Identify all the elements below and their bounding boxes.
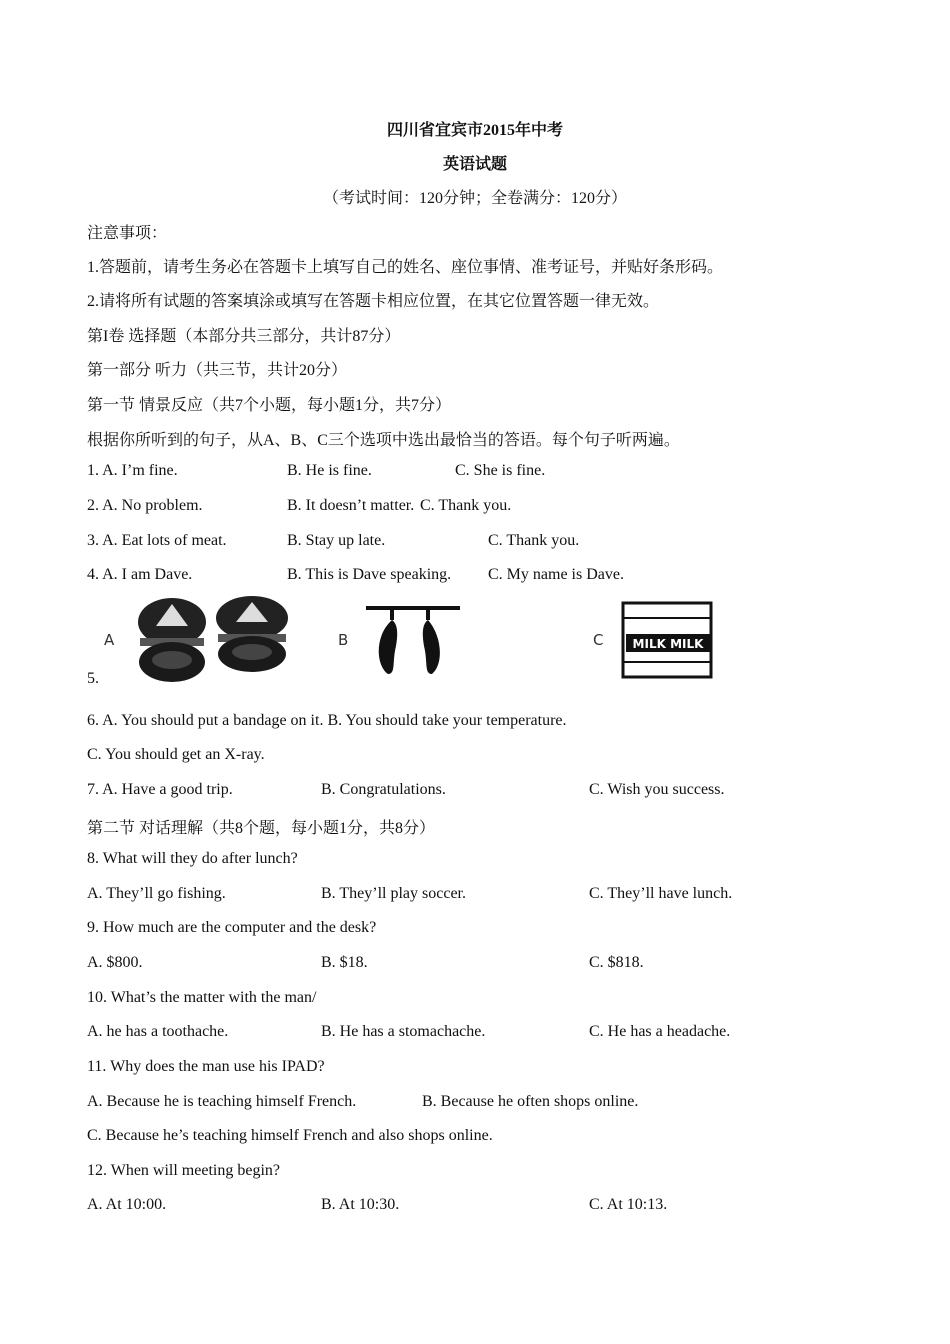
option-c: C. Thank you. xyxy=(488,532,580,549)
question-prompt: 10. What’s the matter with the man/ xyxy=(87,989,317,1006)
option-b: B. He has a stomachache. xyxy=(321,1023,486,1040)
option-c: C. They’ll have lunch. xyxy=(589,885,733,902)
option-c: C. Thank you. xyxy=(420,497,512,514)
option-a: A. Because he is teaching himself French. xyxy=(87,1093,357,1110)
milk-carton-icon xyxy=(620,600,715,682)
section1-instruction: 根据你所听到的句子，从A、B、C三个选项中选出最恰当的答语。每个句子听两遍。 xyxy=(87,432,680,449)
question-row xyxy=(87,781,887,803)
section2-heading: 第二节 对话理解（共8个题，每小题1分，共8分） xyxy=(87,820,436,837)
option-a: 7. A. Have a good trip. xyxy=(87,781,233,798)
part1-heading: 第I卷 选择题（本部分共三部分，共计87分） xyxy=(87,328,401,345)
option-a: 3. A. Eat lots of meat. xyxy=(87,532,227,549)
option-c: C. $818. xyxy=(589,954,644,971)
exam-info: （考试时间：120分钟；全卷满分：120分） xyxy=(322,190,627,207)
question-row xyxy=(87,954,887,976)
option-a: 2. A. No problem. xyxy=(87,497,203,514)
bananas-icon xyxy=(362,602,462,682)
question-prompt: 12. When will meeting begin? xyxy=(87,1162,280,1179)
question-row xyxy=(87,462,887,484)
option-b: B. Because he often shops online. xyxy=(422,1093,639,1110)
question-row xyxy=(87,566,887,588)
question-row xyxy=(87,885,887,907)
option-c: C. She is fine. xyxy=(455,462,546,479)
question-prompt: 11. Why does the man use his IPAD? xyxy=(87,1058,325,1075)
picture-label-c: C xyxy=(593,631,604,649)
question-row xyxy=(87,1093,887,1115)
listening-heading: 第一部分 听力（共三节，共计20分） xyxy=(87,362,348,379)
option-b: B. At 10:30. xyxy=(321,1196,400,1213)
section1-heading: 第一节 情景反应（共7个小题，每小题1分，共7分） xyxy=(87,397,452,414)
note-item: 1.答题前，请考生务必在答题卡上填写自己的姓名、座位事情、准考证号，并贴好条形码。 xyxy=(87,259,724,276)
option-b: B. He is fine. xyxy=(287,462,372,479)
question-prompt: 8. What will they do after lunch? xyxy=(87,850,298,867)
option-a: 1. A. I’m fine. xyxy=(87,462,178,479)
option-b: B. $18. xyxy=(321,954,368,971)
option-a: 4. A. I am Dave. xyxy=(87,566,193,583)
milk-label: MILK MILK xyxy=(632,637,704,651)
picture-label-a: A xyxy=(104,631,115,649)
hamburgers-icon xyxy=(134,594,294,686)
question-6-line1: 6. A. You should put a bandage on it. B. You should take your temperature. xyxy=(87,712,567,729)
option-a: A. At 10:00. xyxy=(87,1196,167,1213)
note-item: 2.请将所有试题的答案填涂或填写在答题卡相应位置，在其它位置答题一律无效。 xyxy=(87,293,660,310)
question-6-line2: C. You should get an X-ray. xyxy=(87,746,265,763)
option-b: B. This is Dave speaking. xyxy=(287,566,452,583)
question-row xyxy=(87,497,887,519)
option-c: C. At 10:13. xyxy=(589,1196,668,1213)
option-b: B. Congratulations. xyxy=(321,781,446,798)
option-c: C. He has a headache. xyxy=(589,1023,731,1040)
option-a: A. he has a toothache. xyxy=(87,1023,229,1040)
option-b: B. Stay up late. xyxy=(287,532,386,549)
question-5-number: 5. xyxy=(87,670,99,687)
option-c: C. My name is Dave. xyxy=(488,566,624,583)
option-b: B. They’ll play soccer. xyxy=(321,885,466,902)
question-row xyxy=(87,532,887,554)
picture-label-b: B xyxy=(338,631,349,649)
question-prompt: 9. How much are the computer and the desk? xyxy=(87,919,377,936)
option-b: B. It doesn’t matter. xyxy=(287,497,415,514)
notes-heading: 注意事项： xyxy=(87,225,168,242)
question-row xyxy=(87,1023,887,1045)
option-a: A. $800. xyxy=(87,954,143,971)
option-a: A. They’ll go fishing. xyxy=(87,885,226,902)
exam-title: 四川省宜宾市2015年中考 xyxy=(386,122,563,139)
option-c: C. Wish you success. xyxy=(589,781,725,798)
exam-subject: 英语试题 xyxy=(442,156,507,173)
question-row xyxy=(87,1196,887,1218)
question-11-option-c: C. Because he’s teaching himself French and also shops online. xyxy=(87,1127,493,1144)
